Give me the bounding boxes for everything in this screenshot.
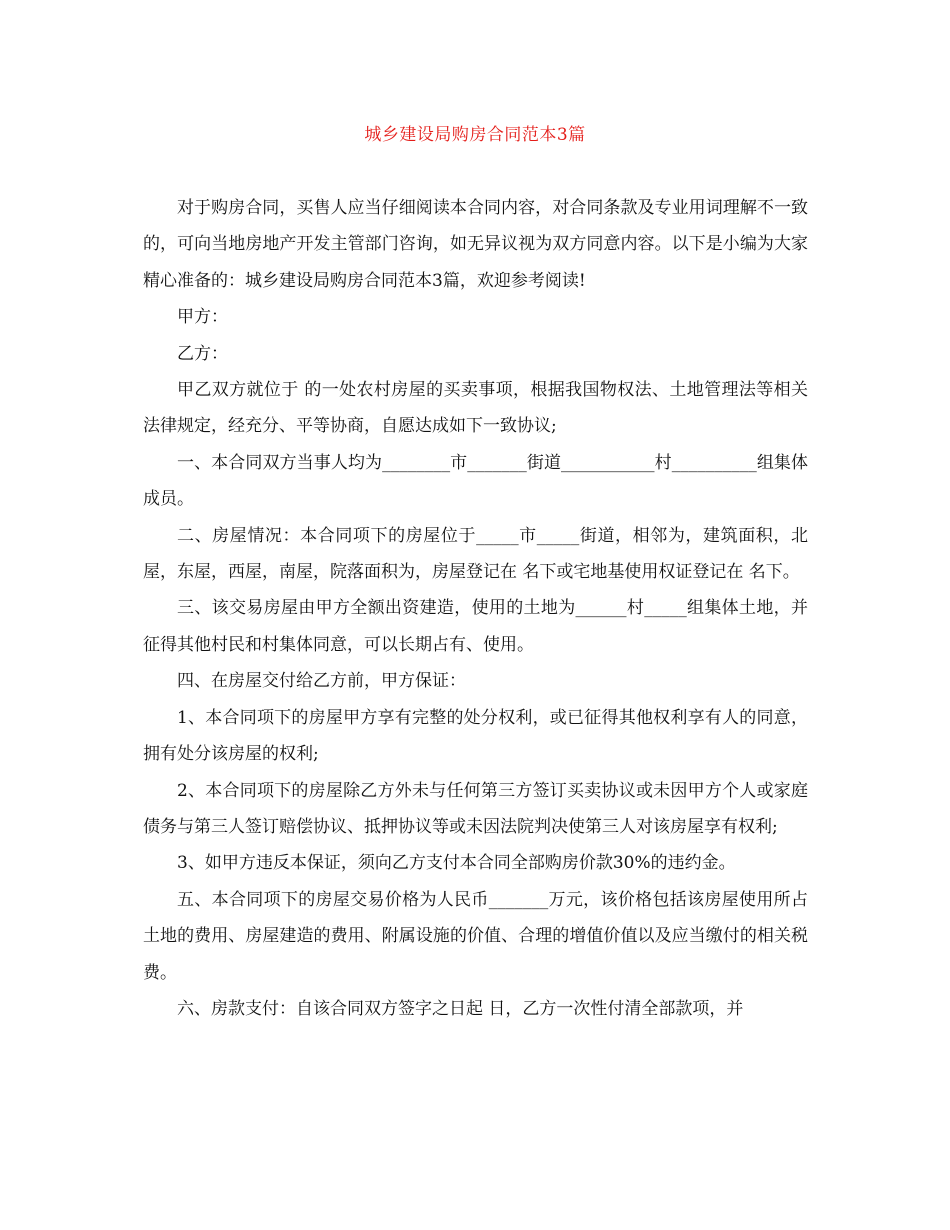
- paragraph-clause-6: 六、房款支付：自该合同双方签字之日起 日，乙方一次性付清全部款项，并: [177, 998, 744, 1019]
- paragraph-clause-4: 四、在房屋交付给乙方前，甲方保证：: [177, 671, 466, 692]
- paragraph-intro: 对于购房合同，买售人应当仔细阅读本合同内容，对合同条款及专业用词理解不一致的，可向当地房地产开发主管部门咨询，如无异议视为双方同意内容。以下是小编为大家精心准备的：城乡建设局购房合同范本3篇，欢迎参考阅读!: [143, 198, 808, 291]
- paragraph-clause-2: 二、房屋情况：本合同项下的房屋位于_____市_____街道，相邻为，建筑面积，北屋，东屋，西屋，南屋，院落面积为，房屋登记在 名下或宅地基使用权证登记在 名下。: [143, 525, 808, 583]
- paragraph-party-a: 甲方：: [177, 307, 228, 328]
- paragraph-preamble: 甲乙双方就位于 的一处农村房屋的买卖事项，根据我国物权法、土地管理法等相关法律规定，经充分、平等协商，自愿达成如下一致协议;: [143, 380, 808, 437]
- paragraph-party-b: 乙方：: [177, 343, 228, 364]
- paragraph-clause-3: 三、该交易房屋由甲方全额出资建造，使用的土地为______村_____组集体土地，并征得其他村民和村集体同意，可以长期占有、使用。: [143, 598, 808, 655]
- paragraph-clause-1: 一、本合同双方当事人均为________市_______街道___________村__________组集体成员。: [143, 452, 808, 510]
- paragraph-clause-4-item-1: 1、本合同项下的房屋甲方享有完整的处分权利，或已征得其他权利享有人的同意，拥有处分该房屋的权利;: [143, 707, 808, 765]
- document-title: 城乡建设局购房合同范本3篇: [364, 125, 586, 145]
- paragraph-clause-5: 五、本合同项下的房屋交易价格为人民币_______万元，该价格包括该房屋使用所占土地的费用、房屋建造的费用、附属设施的价值、合理的增值价值以及应当缴付的相关税费。: [143, 889, 808, 983]
- document-body: [143, 190, 808, 1027]
- paragraph-clause-4-item-3: 3、如甲方违反本保证，须向乙方支付本合同全部购房价款30%的违约金。: [177, 853, 736, 874]
- paragraph-clause-4-item-2: 2、本合同项下的房屋除乙方外未与任何第三方签订买卖协议或未因甲方个人或家庭债务与第三人签订赔偿协议、抵押协议等或未因法院判决使第三人对该房屋享有权利;: [143, 780, 808, 837]
